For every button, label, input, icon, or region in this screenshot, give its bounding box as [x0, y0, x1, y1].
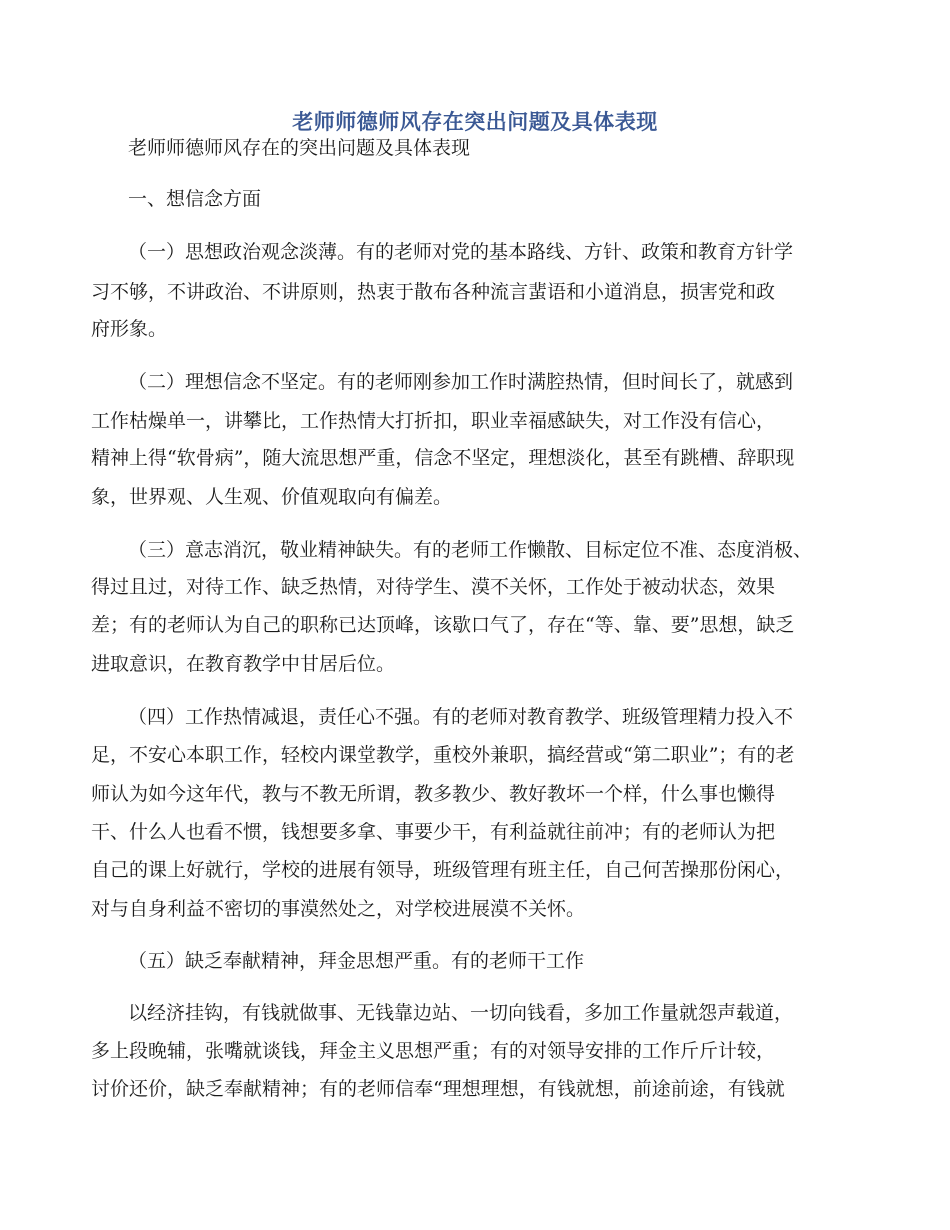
- paragraph-line: 府形象。: [91, 318, 168, 340]
- paragraph-line: 差；有的老师认为自己的职称已达顶峰，该歇口气了，存在“等、靠、要”思想，缺乏: [91, 614, 795, 636]
- document-subtitle: 老师师德师风存在的突出问题及具体表现: [128, 137, 471, 159]
- paragraph-line: 习不够，不讲政治、不讲原则，热衷于散布各种流言蜚语和小道消息，损害党和政: [91, 281, 776, 303]
- paragraph-line: 象，世界观、人生观、价值观取向有偏差。: [91, 486, 453, 508]
- paragraph-line: （三）意志消沉，敬业精神缺失。有的老师工作懒散、目标定位不准、态度消极、: [128, 539, 813, 561]
- paragraph-line: 足，不安心本职工作，轻校内课堂教学，重校外兼职，搞经营或“第二职业”；有的老: [91, 744, 795, 766]
- paragraph-line: 多上段晚辅，张嘴就谈钱，拜金主义思想严重；有的对领导安排的工作斤斤计较，: [91, 1040, 776, 1062]
- paragraph-line: 自己的课上好就行，学校的进展有领导，班级管理有班主任，自己何苦操那份闲心，: [91, 859, 795, 881]
- paragraph-line: （二）理想信念不坚定。有的老师刚参加工作时满腔热情，但时间长了，就感到: [128, 371, 794, 393]
- paragraph-line: 讨价还价，缺乏奉献精神；有的老师信奉“理想理想，有钱就想，前途前途，有钱就: [91, 1078, 785, 1100]
- paragraph-line: 以经济挂钩，有钱就做事、无钱靠边站、一切向钱看，多加工作量就怨声载道，: [128, 1002, 794, 1024]
- document-title: 老师师德师风存在突出问题及具体表现: [292, 109, 658, 134]
- paragraph-line: （四）工作热情减退，责任心不强。有的老师对教育教学、班级管理精力投入不: [128, 706, 794, 728]
- paragraph-line: 师认为如今这年代，教与不教无所谓，教多教少、教好教坏一个样，什么事也懒得: [91, 783, 776, 805]
- paragraph-line: （五）缺乏奉献精神，拜金思想严重。有的老师干工作: [128, 950, 585, 972]
- paragraph-line: 进取意识，在教育教学中甘居后位。: [91, 653, 396, 675]
- paragraph-line: 对与自身利益不密切的事漠然处之，对学校进展漠不关怀。: [91, 898, 586, 920]
- paragraph-line: （一）思想政治观念淡薄。有的老师对党的基本路线、方针、政策和教育方针学: [128, 241, 794, 263]
- paragraph-line: 干、什么人也看不惯，钱想要多拿、事要少干，有利益就往前冲；有的老师认为把: [91, 821, 776, 843]
- paragraph-line: 精神上得“软骨病”，随大流思想严重，信念不坚定，理想淡化，甚至有跳槽、辞职现: [91, 447, 795, 469]
- section-heading: 一、想信念方面: [128, 188, 262, 210]
- paragraph-line: 工作枯燥单一，讲攀比，工作热情大打折扣，职业幸福感缺失，对工作没有信心，: [91, 410, 776, 432]
- paragraph-line: 得过且过，对待工作、缺乏热情，对待学生、漠不关怀，工作处于被动状态，效果: [91, 576, 776, 598]
